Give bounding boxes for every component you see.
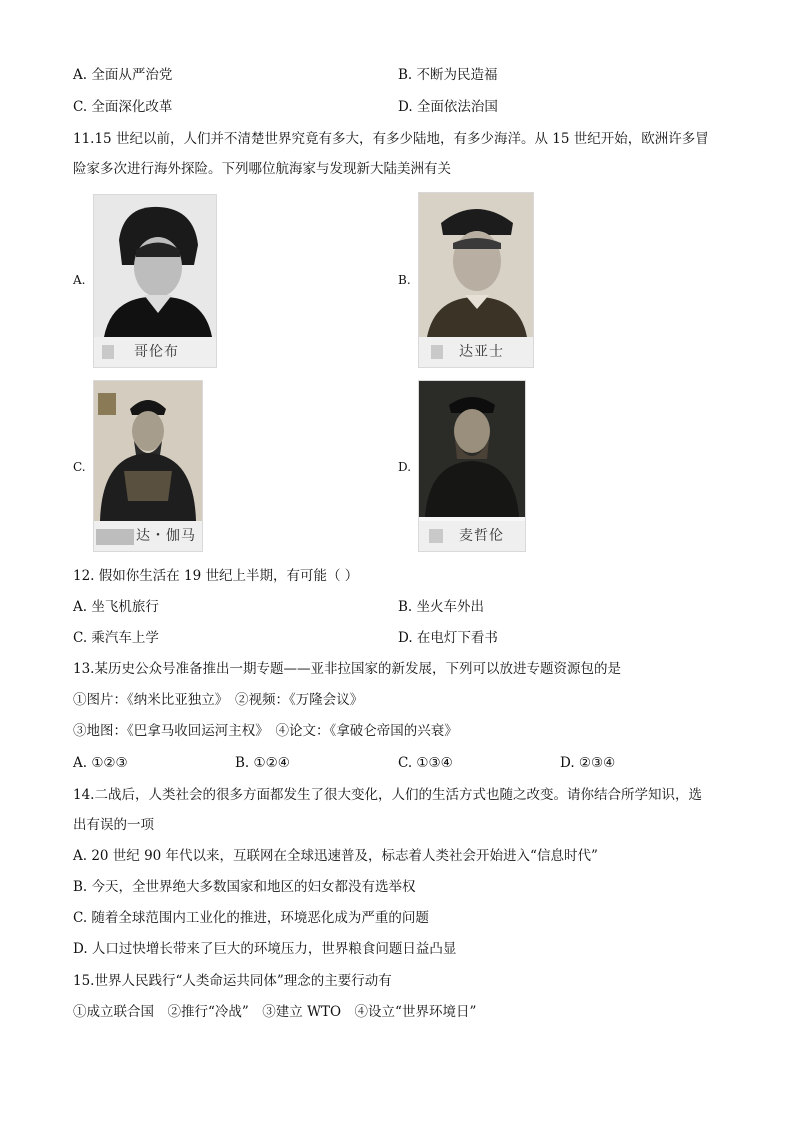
q11-stem-line2: 险家多次进行海外探险。下列哪位航海家与发现新大陆美洲有关 — [73, 161, 451, 177]
q10-option-c: C. 全面深化改革 — [73, 99, 173, 115]
q10-option-b: B. 不断为民造福 — [398, 67, 498, 83]
q11-stem-line1: 11.15 世纪以前，人们并不清楚世界究竟有多大，有多少陆地，有多少海洋。从 15 世纪开始，欧洲许多冒 — [73, 131, 709, 147]
q14-stem-line2: 出有误的一项 — [73, 817, 154, 833]
q15-items: ①成立联合国 ②推行“冷战” ③建立 WTO ④设立“世界环境日” — [73, 1004, 477, 1020]
dias-portrait — [418, 192, 534, 368]
q13-option-a: A. ①②③ — [73, 755, 128, 771]
q12-option-d: D. 在电灯下看书 — [398, 630, 498, 646]
columbus-portrait — [93, 194, 217, 368]
q12-option-a: A. 坐飞机旅行 — [73, 599, 159, 615]
q14-stem-line1: 14.二战后，人类社会的很多方面都发生了很大变化，人们的生活方式也随之改变。请你结合所学知识，选 — [73, 787, 702, 803]
q13-items-line1: ①图片：《纳米比亚独立》 ②视频：《万隆会议》 — [73, 692, 364, 708]
q10-option-d: D. 全面依法治国 — [398, 99, 498, 115]
q15-stem: 15.世界人民践行“人类命运共同体”理念的主要行动有 — [73, 973, 392, 989]
q12-option-c: C. 乘汽车上学 — [73, 630, 159, 646]
q11-option-c-letter: C. — [73, 460, 86, 474]
magellan-caption: 麦哲伦 — [459, 528, 504, 544]
q14-option-c: C. 随着全球范围内工业化的推进，环境恶化成为严重的问题 — [73, 910, 429, 926]
q12-stem: 12. 假如你生活在 19 世纪上半期，有可能（ ） — [73, 568, 359, 584]
magellan-portrait — [418, 380, 526, 552]
q11-option-a-letter: A. — [73, 273, 86, 287]
dias-caption: 达亚士 — [459, 344, 504, 360]
q14-option-b: B. 今天，全世界绝大多数国家和地区的妇女都没有选举权 — [73, 879, 416, 895]
q13-option-d: D. ②③④ — [560, 755, 616, 771]
columbus-caption: 哥伦布 — [134, 344, 179, 360]
q13-option-c: C. ①③④ — [398, 755, 453, 771]
q14-option-a: A. 20 世纪 90 年代以来，互联网在全球迅速普及，标志着人类社会开始进入“信息时代” — [73, 848, 598, 864]
q10-option-a: A. 全面从严治党 — [73, 67, 173, 83]
q14-option-d: D. 人口过快增长带来了巨大的环境压力，世界粮食问题日益凸显 — [73, 941, 457, 957]
q13-option-b: B. ①②④ — [235, 755, 290, 771]
q11-option-b-letter: B. — [398, 273, 411, 287]
gama-caption: 达・伽马 — [136, 528, 196, 544]
q12-option-b: B. 坐火车外出 — [398, 599, 485, 615]
q11-option-d-letter: D. — [398, 460, 412, 474]
q13-items-line2: ③地图：《巴拿马收回运河主权》 ④论文：《拿破仑帝国的兴衰》 — [73, 723, 458, 739]
gama-portrait — [93, 380, 203, 552]
q13-stem: 13.某历史公众号准备推出一期专题——亚非拉国家的新发展，下列可以放进专题资源包的是 — [73, 661, 621, 677]
